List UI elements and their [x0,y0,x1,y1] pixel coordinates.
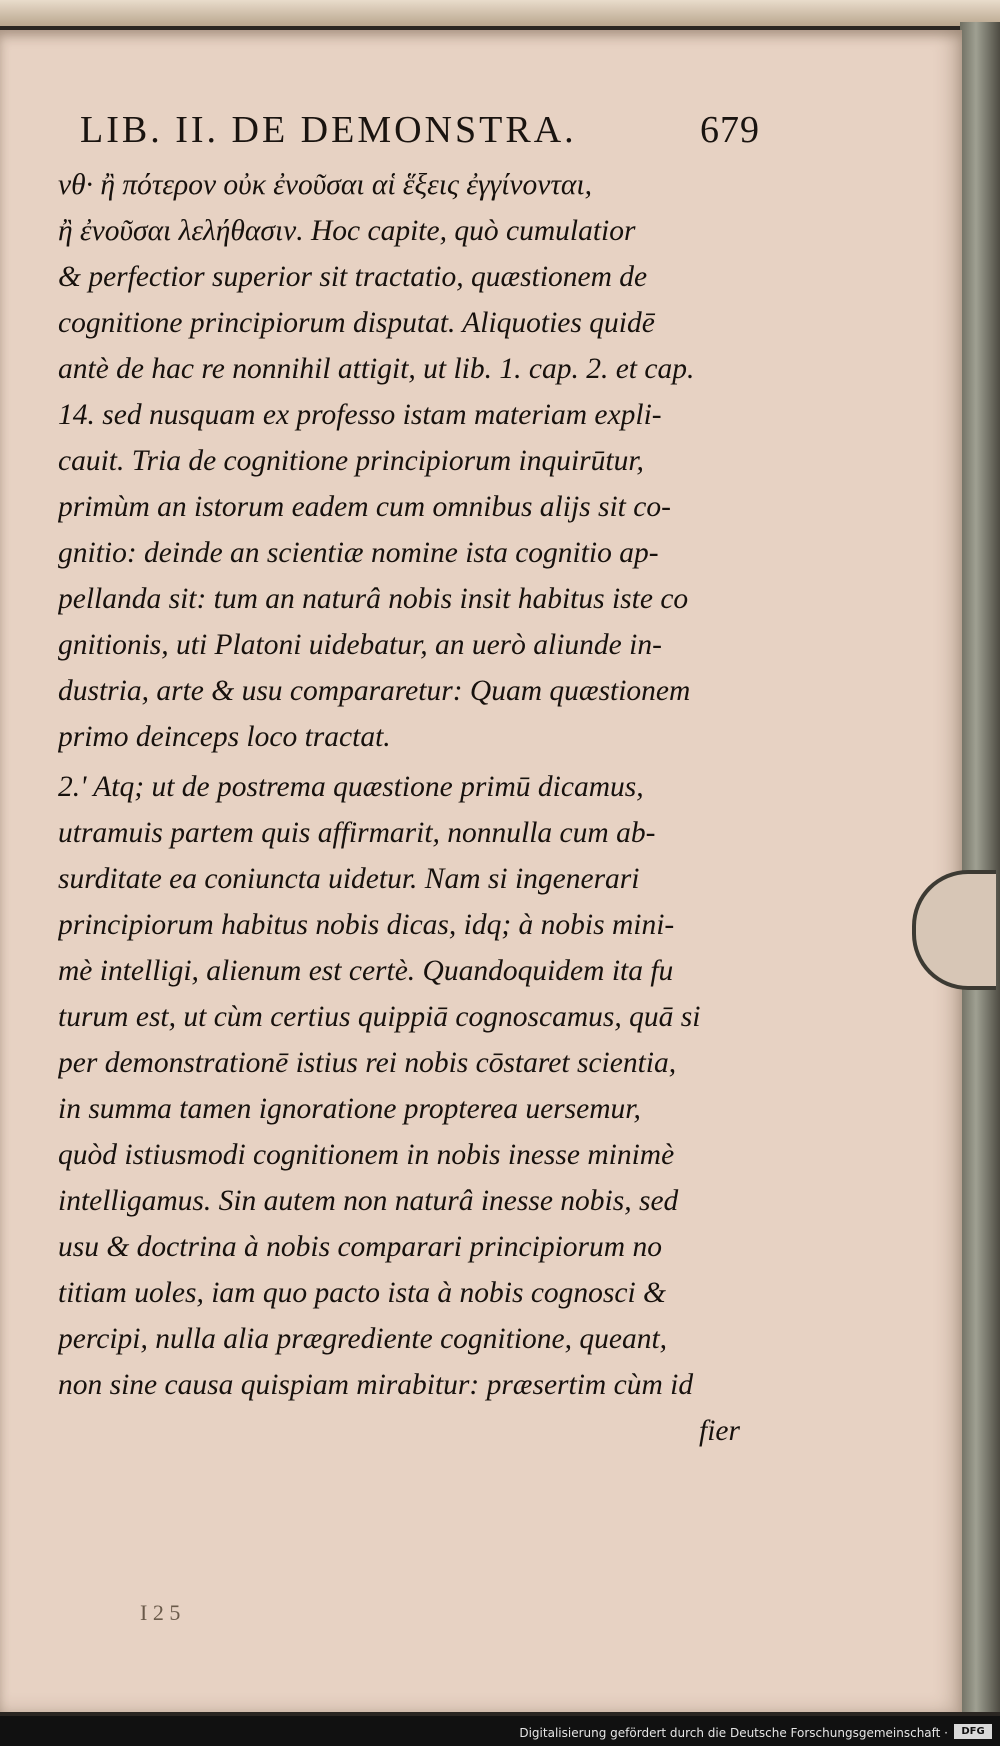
text-line: non sine causa quispiam mirabitur: præsertim cùm id [58,1369,694,1401]
text-line: gnitio: deinde an scientiæ nomine ista cognitio ap- [58,537,659,569]
text-line: cognitione principiorum disputat. Aliquoties quidē [58,307,655,339]
text-line: primùm an istorum eadem cum omnibus alijs sit co- [58,491,671,523]
text-line: principiorum habitus nobis dicas, idq; à nobis mini- [58,909,675,941]
text-line: percipi, nulla alia prægrediente cognitione, queant, [58,1323,668,1355]
text-line: turum est, ut cùm certius quippiā cognoscamus, quā si [58,1001,701,1033]
text-line: 14. sed nusquam ex professo istam materiam expli- [58,399,662,431]
text-line: dustria, arte & usu compararetur: Quam quæstionem [58,675,691,707]
body-text [58,162,758,1454]
book-fore-edge [960,22,1000,1712]
signature-mark: I 2 5 [140,1600,181,1625]
dfg-logo: DFG [954,1724,992,1739]
book-top-edge [0,0,1000,26]
text-line: 2.' Atq; ut de postrema quæstione primū dicamus, [58,771,644,803]
credit-bar [0,1716,1000,1746]
text-line: intelligamus. Sin autem non naturâ inesse nobis, sed [58,1185,679,1217]
running-title: LIB. II. DE DEMONSTRA. [80,109,577,151]
text-line: mè intelligi, alienum est certè. Quandoquidem ita fu [58,955,674,987]
text-line: cauit. Tria de cognitione principiorum inquirūtur, [58,445,644,477]
text-line: & perfectior superior sit tractatio, quæstionem de [58,261,648,293]
text-line: antè de hac re nonnihil attigit, ut lib. 1. cap. 2. et cap. [58,353,695,385]
text-line: per demonstrationē istius rei nobis cōstaret scientia, [58,1047,677,1079]
credit-text: Digitalisierung gefördert durch die Deutsche Forschungsgemeinschaft · [519,1726,948,1740]
text-line: titiam uoles, iam quo pacto ista à nobis cognosci & [58,1277,667,1309]
text-line: in summa tamen ignoratione propterea uersemur, [58,1093,641,1125]
text-line: primo deinceps loco tractat. [58,721,391,753]
text-line: pellanda sit: tum an naturâ nobis insit habitus iste co [58,583,689,615]
text-line: usu & doctrina à nobis comparari principiorum no [58,1231,662,1263]
text-line: utramuis partem quis affirmarit, nonnulla cum ab- [58,817,656,849]
text-line: ἢ ἐνοῦσαι λελήθασιν. Hoc capite, quò cumulatior [58,215,636,247]
text-line: quòd istiusmodi cognitionem in nobis inesse minimè [58,1139,675,1171]
text-line: surditate ea coniuncta uidetur. Nam si ingenerari [58,863,640,895]
text-line: νθ· ἢ πότερον οὐκ ἐνοῦσαι αἱ ἕξεις ἐγγίνονται, [58,169,592,201]
page-header [80,108,760,156]
page-number: 679 [700,109,760,151]
catchword: fier [699,1415,740,1447]
text-line: gnitionis, uti Platoni uidebatur, an uerò aliunde in- [58,629,662,661]
